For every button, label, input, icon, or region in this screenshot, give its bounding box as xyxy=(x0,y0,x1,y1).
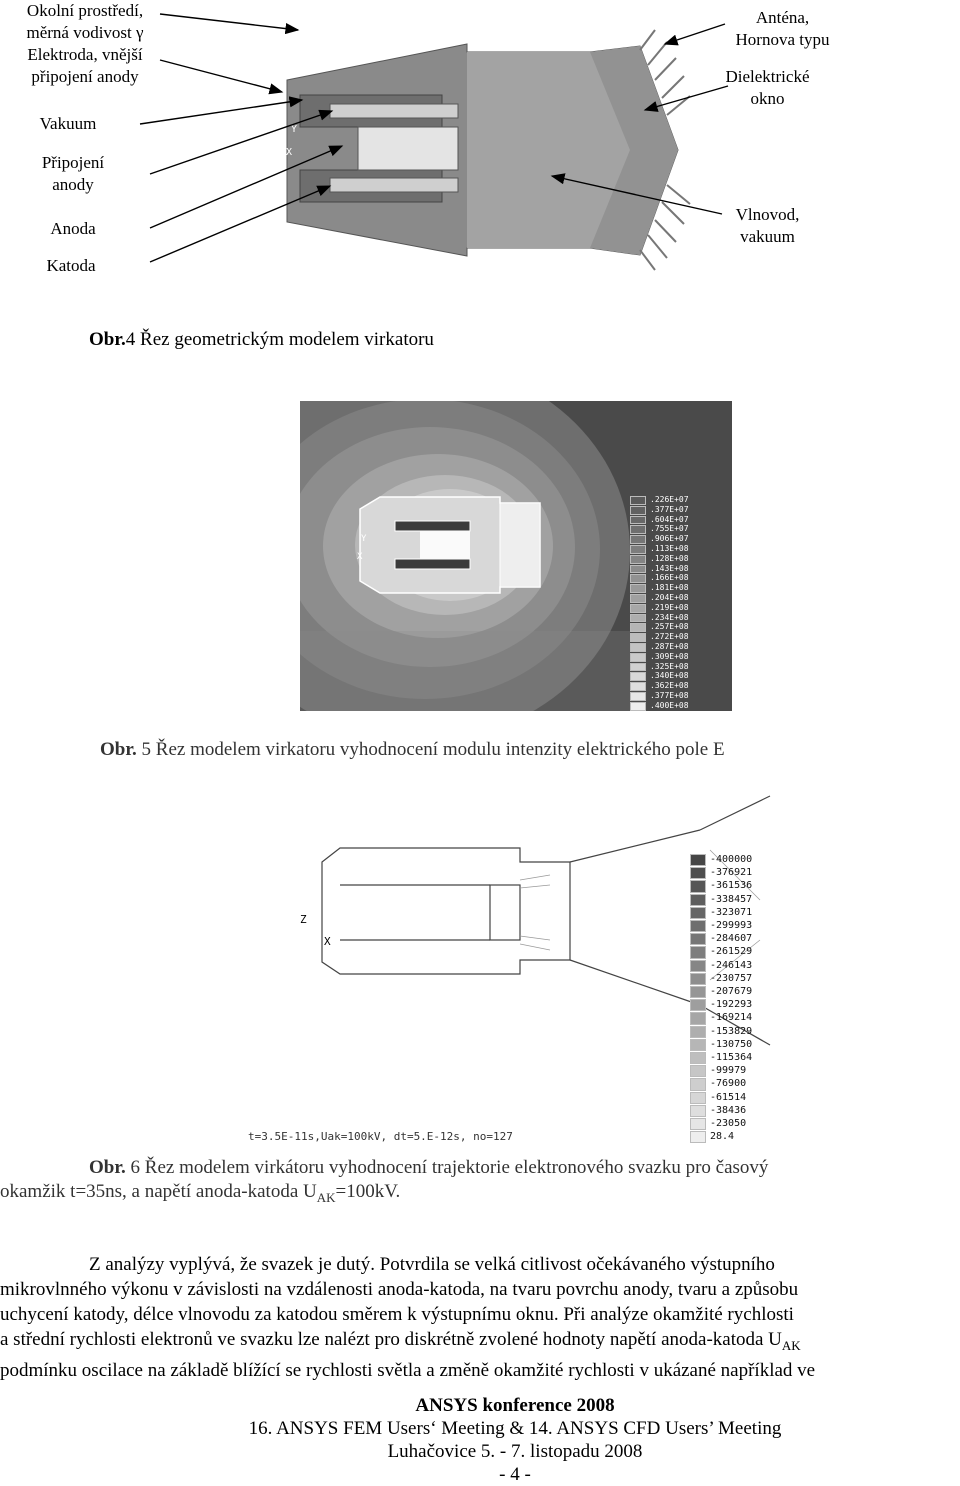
legend-row xyxy=(690,1078,800,1088)
legend-swatch xyxy=(630,692,646,701)
footer-meeting: 16. ANSYS FEM Users‘ Meeting & 14. ANSYS CFD Users’ Meeting xyxy=(248,1418,782,1439)
legend-value: -115364 xyxy=(710,1052,753,1063)
body-line: uchycení katody, délce vlnovodu za katodou směrem k výstupnímu oknu. Při analýze okamžité rychlosti xyxy=(0,1304,794,1325)
label-line: anody xyxy=(52,175,94,194)
label-line: Anténa, xyxy=(755,8,810,27)
legend-swatch xyxy=(690,1078,706,1090)
legend-swatch xyxy=(630,565,646,574)
legend-value: .234E+08 xyxy=(650,612,689,622)
legend-swatch xyxy=(630,496,646,505)
caption-text: 6 Řez modelem virkátoru vyhodnocení trajektorie elektronového svazku pro časový xyxy=(125,1157,769,1178)
footer-conference: ANSYS konference 2008 xyxy=(415,1395,615,1416)
field-legend xyxy=(630,496,732,711)
legend-row xyxy=(690,1118,800,1128)
legend-swatch xyxy=(690,1092,706,1104)
legend-row xyxy=(690,1105,800,1115)
legend-value: -299993 xyxy=(710,920,753,931)
legend-value: -38436 xyxy=(710,1104,747,1116)
svg-text:X: X xyxy=(286,147,293,158)
legend-row xyxy=(690,986,800,996)
legend-swatch xyxy=(690,999,706,1011)
legend-swatch xyxy=(630,653,646,662)
legend-swatch xyxy=(630,623,646,632)
legend-row xyxy=(690,960,800,970)
svg-text:Y: Y xyxy=(361,534,367,544)
legend-value: -99979 xyxy=(710,1065,747,1077)
legend-swatch xyxy=(690,907,706,919)
legend-value: .128E+08 xyxy=(650,553,689,563)
caption-prefix: Obr. xyxy=(100,739,137,760)
legend-swatch xyxy=(630,682,646,691)
legend-value: .604E+07 xyxy=(650,514,689,524)
caption-text: 4 Řez geometrickým modelem virkatoru xyxy=(125,329,434,350)
label-line: připojení anody xyxy=(31,67,139,86)
body-line: Z analýzy vyplývá, že svazek je dutý. Potvrdila se velká citlivost očekávaného výstupního xyxy=(89,1254,775,1275)
caption-line-1 xyxy=(0,1156,958,1180)
legend-swatch xyxy=(690,880,706,892)
legend-swatch xyxy=(690,1131,706,1143)
legend-value: -361536 xyxy=(710,880,753,892)
legend-value: .377E+07 xyxy=(650,504,689,514)
label-katoda: Katoda xyxy=(46,256,96,275)
geometry-model-drawing xyxy=(0,0,960,300)
legend-swatch xyxy=(690,1012,706,1024)
caption-text: =100kV. xyxy=(335,1181,401,1202)
figure-4-caption xyxy=(89,328,434,352)
legend-swatch xyxy=(630,584,646,593)
legend-value: .219E+08 xyxy=(650,602,689,612)
legend-row xyxy=(690,1052,800,1062)
legend-swatch xyxy=(630,604,646,613)
legend-value: -323071 xyxy=(710,906,753,918)
legend-value: -246143 xyxy=(710,959,753,971)
legend-swatch xyxy=(630,614,646,623)
legend-swatch xyxy=(690,867,706,879)
legend-swatch xyxy=(630,525,646,534)
legend-row xyxy=(690,999,800,1009)
caption-line-2 xyxy=(0,1180,958,1210)
legend-swatch xyxy=(630,594,646,603)
legend-swatch xyxy=(630,574,646,583)
legend-value: -130750 xyxy=(710,1038,753,1050)
legend-value: .257E+08 xyxy=(650,622,689,632)
figure-4 xyxy=(0,0,960,350)
svg-text:Z: Z xyxy=(300,913,307,926)
legend-swatch xyxy=(690,933,706,945)
legend-value: -61514 xyxy=(710,1091,747,1103)
legend-value: .181E+08 xyxy=(650,583,689,593)
legend-swatch xyxy=(690,973,706,985)
legend-swatch xyxy=(630,506,646,515)
legend-value: -230757 xyxy=(710,972,753,984)
legend-value: .906E+07 xyxy=(650,534,689,544)
legend-swatch xyxy=(690,1039,706,1051)
legend-swatch xyxy=(690,1026,706,1038)
legend-value: -192293 xyxy=(710,999,753,1011)
label-vakuum: Vakuum xyxy=(39,114,97,133)
legend-swatch xyxy=(690,1105,706,1117)
figure-6-caption xyxy=(0,1156,958,1210)
legend-swatch xyxy=(630,672,646,681)
label-line: Připojení xyxy=(41,153,105,172)
legend-value: .377E+08 xyxy=(650,691,689,700)
legend-row xyxy=(690,1131,800,1141)
legend-row xyxy=(690,1026,800,1036)
label-anoda: Anoda xyxy=(50,219,96,238)
legend-value: -261529 xyxy=(710,946,753,958)
caption-prefix: Obr. xyxy=(89,1157,126,1178)
caption-prefix: Obr. xyxy=(89,329,126,350)
page-number: - 4 - xyxy=(499,1464,531,1485)
legend-value: .272E+08 xyxy=(650,632,689,642)
legend-value: .287E+08 xyxy=(650,642,689,651)
legend-value: -169214 xyxy=(710,1012,753,1024)
legend-value: .400E+08 xyxy=(650,700,689,710)
legend-swatch xyxy=(690,854,706,866)
legend-row xyxy=(690,920,800,930)
legend-value: .166E+08 xyxy=(650,573,689,583)
legend-value: .325E+08 xyxy=(650,661,689,671)
legend-swatch xyxy=(630,516,646,525)
legend-swatch xyxy=(690,960,706,972)
legend-row xyxy=(690,907,800,917)
legend-value: .113E+08 xyxy=(650,544,689,553)
label-line: Dielektrické xyxy=(725,67,810,86)
legend-swatch xyxy=(630,633,646,642)
body-text: a střední rychlosti elektronů ve svazku lze nalézt pro diskrétně zvolené hodnoty napětí anoda-katoda U xyxy=(0,1329,782,1350)
label-line: Hornova typu xyxy=(735,30,830,49)
legend-row xyxy=(690,946,800,956)
figure-5 xyxy=(300,401,732,711)
legend-value: -284607 xyxy=(710,933,753,945)
legend-value: .309E+08 xyxy=(650,651,689,661)
caption-text: 5 Řez modelem virkatoru vyhodnocení modulu intenzity elektrického pole E xyxy=(136,739,725,760)
legend-value: .362E+08 xyxy=(650,681,689,691)
legend-value: .755E+07 xyxy=(650,524,689,534)
label-line: Elektroda, vnější xyxy=(27,45,143,64)
legend-row xyxy=(690,894,800,904)
body-line: mikrovlnného výkonu v závislosti na vzdálenosti anoda-katoda, na tvaru povrchu anody, tvaru a způsobu xyxy=(0,1279,799,1300)
legend-swatch xyxy=(690,1065,706,1077)
legend-value: .204E+08 xyxy=(650,593,689,602)
legend-value: .143E+08 xyxy=(650,563,689,573)
legend-value: 28.4 xyxy=(710,1131,735,1143)
page-footer xyxy=(0,1394,960,1486)
legend-swatch xyxy=(690,1118,706,1130)
legend-row xyxy=(630,702,732,711)
body-line xyxy=(0,1327,958,1358)
body-paragraph xyxy=(0,1252,958,1383)
body-subscript: AK xyxy=(781,1337,801,1353)
legend-row xyxy=(690,1039,800,1049)
legend-row xyxy=(690,933,800,943)
legend-value: .226E+07 xyxy=(650,495,689,504)
label-line: okno xyxy=(750,89,785,108)
figure-5-caption xyxy=(100,738,725,762)
legend-swatch xyxy=(630,535,646,544)
legend-value: -207679 xyxy=(710,986,753,997)
legend-row xyxy=(690,1065,800,1075)
legend-value: -400000 xyxy=(710,854,753,865)
trajectory-legend xyxy=(690,854,800,1144)
label-line: Okolní prostředí, xyxy=(26,1,144,20)
legend-swatch xyxy=(690,986,706,998)
label-line: Vlnovod, xyxy=(735,205,800,224)
legend-value: -338457 xyxy=(710,893,753,905)
legend-swatch xyxy=(630,545,646,554)
label-line: vakuum xyxy=(740,227,795,246)
legend-value: .340E+08 xyxy=(650,671,689,681)
legend-row xyxy=(690,880,800,890)
legend-row xyxy=(690,867,800,877)
legend-swatch xyxy=(690,894,706,906)
legend-swatch xyxy=(630,663,646,672)
legend-swatch xyxy=(630,555,646,564)
legend-swatch xyxy=(630,702,646,711)
svg-text:X: X xyxy=(324,935,331,948)
simulation-status: t=3.5E-11s,Uak=100kV, dt=5.E-12s, no=127 xyxy=(248,1130,513,1143)
legend-row xyxy=(690,1012,800,1022)
figure-6 xyxy=(240,790,800,1150)
label-line: měrná vodivost γ xyxy=(26,23,144,42)
legend-value: -23050 xyxy=(710,1118,747,1129)
footer-place: Luhačovice 5. - 7. listopadu 2008 xyxy=(387,1441,643,1462)
legend-swatch xyxy=(690,1052,706,1064)
legend-value: -153829 xyxy=(710,1025,753,1037)
caption-text: okamžik t=35ns, a napětí anoda-katoda U xyxy=(0,1181,317,1202)
svg-text:X: X xyxy=(357,552,363,562)
body-line: podmínku oscilace na základě blížící se rychlosti světla a změně okamžité rychlosti v ukázané například ve xyxy=(0,1359,816,1381)
svg-text:Y: Y xyxy=(291,124,298,135)
legend-swatch xyxy=(690,946,706,958)
legend-row xyxy=(690,1092,800,1102)
legend-row xyxy=(690,973,800,983)
legend-swatch xyxy=(630,643,646,652)
legend-value: -376921 xyxy=(710,867,753,879)
legend-swatch xyxy=(690,920,706,932)
caption-subscript: AK xyxy=(316,1189,336,1205)
legend-row xyxy=(690,854,800,864)
legend-value: -76900 xyxy=(710,1078,747,1090)
